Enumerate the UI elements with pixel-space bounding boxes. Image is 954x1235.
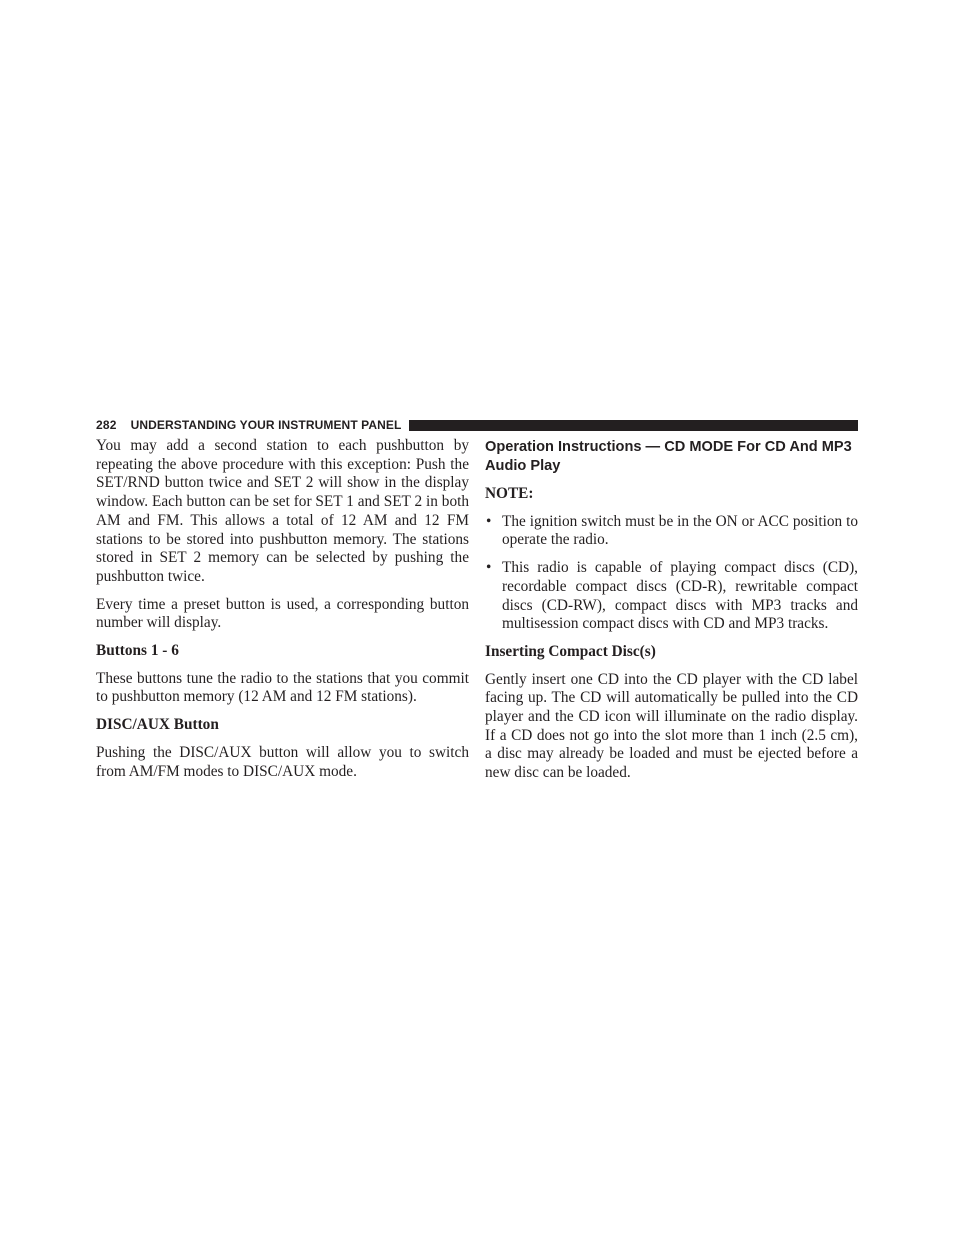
- header-rule: [409, 420, 858, 431]
- heading-operation-instructions: Operation Instructions — CD MODE For CD And MP3 Audio Play: [485, 439, 852, 474]
- list-item: [485, 513, 858, 550]
- heading-disc-aux-button: DISC/AUX Button: [96, 716, 219, 734]
- page-number: 282: [96, 418, 117, 432]
- right-column: [485, 437, 858, 792]
- paragraph-buttons-tune: These buttons tune the radio to the stations that you commit to pushbutton memory (12 AM and 12 FM stations).: [96, 669, 469, 706]
- bullet-marker: •: [486, 512, 492, 530]
- paragraph-inserting: Gently insert one CD into the CD player with the CD label facing up. The CD will automatically be pulled into the CD player and the CD icon will illuminate on the radio display. If a CD does not go into the slot more than 1 inch (2.5 cm), a disc may already be loaded and must be ejected before a new disc can be loaded.: [485, 670, 858, 782]
- left-column: [96, 437, 469, 790]
- list-item: [485, 559, 858, 634]
- heading-buttons-1-6: Buttons 1 - 6: [96, 642, 179, 660]
- note-bullet-list: [485, 513, 858, 634]
- heading-inserting-compact-discs: Inserting Compact Disc(s): [485, 642, 656, 660]
- note-label: NOTE:: [485, 485, 534, 502]
- bullet-text: The ignition switch must be in the ON or ACC position to operate the radio.: [502, 512, 858, 549]
- bullet-text: This radio is capable of playing compact discs (CD), recordable compact discs (CD-R), rewritable compact discs (CD-RW), compact discs with MP3 tracks and multisession compact discs with CD and MP3 tracks.: [502, 559, 858, 633]
- paragraph-disc-aux: Pushing the DISC/AUX button will allow you to switch from AM/FM modes to DISC/AUX mode.: [96, 743, 469, 780]
- paragraph-preset-button: Every time a preset button is used, a corresponding button number will display.: [96, 595, 469, 632]
- paragraph-second-station: You may add a second station to each pushbutton by repeating the above procedure with this exception: Push the SET/RND button twice and SET 2 will show in the display window. Each button can be set for SET 1 and SET 2 in both AM and FM. This allows a total of 12 AM and 12 FM stations to be stored into pushbutton memory. The stations stored in SET 2 memory can be selected by pushing the pushbutton twice.: [96, 437, 469, 585]
- page-header: [96, 417, 858, 433]
- bullet-marker: •: [486, 559, 492, 577]
- section-title: UNDERSTANDING YOUR INSTRUMENT PANEL: [130, 418, 402, 432]
